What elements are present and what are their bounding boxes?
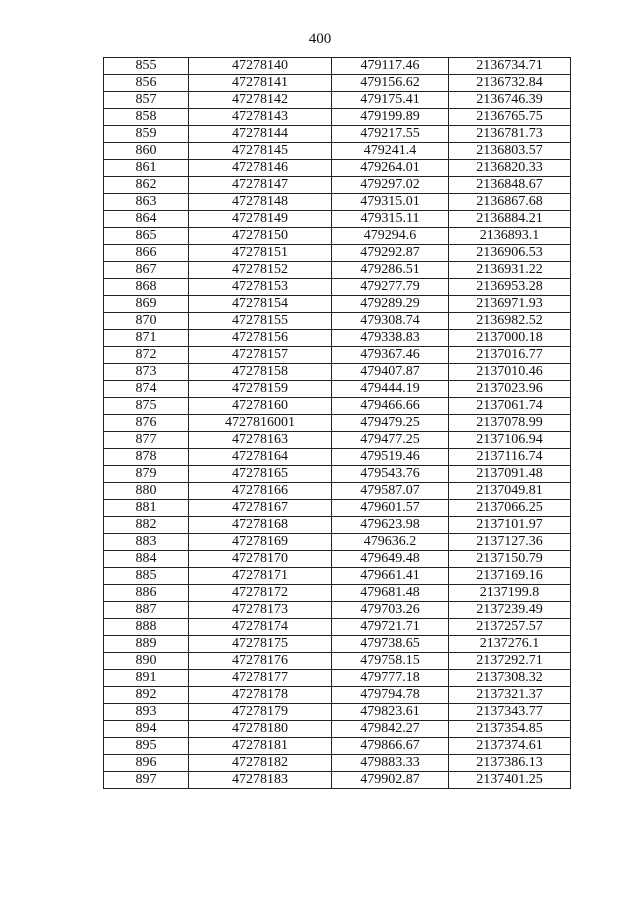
x-coordinate-cell: 479623.98 — [332, 517, 449, 534]
point-id-cell: 47278180 — [189, 721, 332, 738]
point-id-cell: 47278153 — [189, 279, 332, 296]
row-number-cell: 885 — [104, 568, 189, 585]
y-coordinate-cell: 2137374.61 — [449, 738, 571, 755]
y-coordinate-cell: 2137078.99 — [449, 415, 571, 432]
point-id-cell: 47278168 — [189, 517, 332, 534]
row-number-cell: 890 — [104, 653, 189, 670]
x-coordinate-cell: 479587.07 — [332, 483, 449, 500]
y-coordinate-cell: 2137091.48 — [449, 466, 571, 483]
x-coordinate-cell: 479601.57 — [332, 500, 449, 517]
table-row — [104, 585, 571, 602]
table-row — [104, 228, 571, 245]
table-row — [104, 92, 571, 109]
y-coordinate-cell: 2136953.28 — [449, 279, 571, 296]
point-id-cell: 47278175 — [189, 636, 332, 653]
row-number-cell: 855 — [104, 58, 189, 75]
point-id-cell: 47278183 — [189, 772, 332, 789]
row-number-cell: 864 — [104, 211, 189, 228]
table-row — [104, 500, 571, 517]
y-coordinate-cell: 2137199.8 — [449, 585, 571, 602]
row-number-cell: 879 — [104, 466, 189, 483]
point-id-cell: 47278146 — [189, 160, 332, 177]
point-id-cell: 47278173 — [189, 602, 332, 619]
x-coordinate-cell: 479117.46 — [332, 58, 449, 75]
x-coordinate-cell: 479866.67 — [332, 738, 449, 755]
x-coordinate-cell: 479661.41 — [332, 568, 449, 585]
point-id-cell: 47278169 — [189, 534, 332, 551]
table-row — [104, 738, 571, 755]
point-id-cell: 47278140 — [189, 58, 332, 75]
y-coordinate-cell: 2136781.73 — [449, 126, 571, 143]
y-coordinate-cell: 2137276.1 — [449, 636, 571, 653]
point-id-cell: 47278178 — [189, 687, 332, 704]
y-coordinate-cell: 2136848.67 — [449, 177, 571, 194]
point-id-cell: 47278145 — [189, 143, 332, 160]
table-row — [104, 313, 571, 330]
row-number-cell: 860 — [104, 143, 189, 160]
table-row — [104, 466, 571, 483]
table-row — [104, 347, 571, 364]
y-coordinate-cell: 2137101.97 — [449, 517, 571, 534]
table-row — [104, 551, 571, 568]
row-number-cell: 869 — [104, 296, 189, 313]
table-row — [104, 381, 571, 398]
row-number-cell: 863 — [104, 194, 189, 211]
table-row — [104, 177, 571, 194]
table-row — [104, 160, 571, 177]
y-coordinate-cell: 2136820.33 — [449, 160, 571, 177]
y-coordinate-cell: 2136803.57 — [449, 143, 571, 160]
x-coordinate-cell: 479199.89 — [332, 109, 449, 126]
point-id-cell: 47278151 — [189, 245, 332, 262]
point-id-cell: 47278143 — [189, 109, 332, 126]
table-row — [104, 398, 571, 415]
x-coordinate-cell: 479794.78 — [332, 687, 449, 704]
point-id-cell: 47278158 — [189, 364, 332, 381]
point-id-cell: 47278156 — [189, 330, 332, 347]
y-coordinate-cell: 2137023.96 — [449, 381, 571, 398]
y-coordinate-cell: 2137000.18 — [449, 330, 571, 347]
x-coordinate-cell: 479156.62 — [332, 75, 449, 92]
point-id-cell: 47278149 — [189, 211, 332, 228]
x-coordinate-cell: 479175.41 — [332, 92, 449, 109]
x-coordinate-cell: 479264.01 — [332, 160, 449, 177]
table-row — [104, 194, 571, 211]
x-coordinate-cell: 479823.61 — [332, 704, 449, 721]
x-coordinate-cell: 479315.01 — [332, 194, 449, 211]
x-coordinate-cell: 479738.65 — [332, 636, 449, 653]
table-row — [104, 619, 571, 636]
x-coordinate-cell: 479902.87 — [332, 772, 449, 789]
y-coordinate-cell: 2136906.53 — [449, 245, 571, 262]
x-coordinate-cell: 479315.11 — [332, 211, 449, 228]
row-number-cell: 882 — [104, 517, 189, 534]
x-coordinate-cell: 479703.26 — [332, 602, 449, 619]
y-coordinate-cell: 2137150.79 — [449, 551, 571, 568]
y-coordinate-cell: 2136982.52 — [449, 313, 571, 330]
x-coordinate-cell: 479217.55 — [332, 126, 449, 143]
x-coordinate-cell: 479466.66 — [332, 398, 449, 415]
point-id-cell: 47278144 — [189, 126, 332, 143]
x-coordinate-cell: 479842.27 — [332, 721, 449, 738]
point-id-cell: 47278160 — [189, 398, 332, 415]
point-id-cell: 47278165 — [189, 466, 332, 483]
row-number-cell: 883 — [104, 534, 189, 551]
table-row — [104, 211, 571, 228]
y-coordinate-cell: 2137106.94 — [449, 432, 571, 449]
point-id-cell: 47278177 — [189, 670, 332, 687]
point-id-cell: 47278154 — [189, 296, 332, 313]
y-coordinate-cell: 2136931.22 — [449, 262, 571, 279]
point-id-cell: 47278179 — [189, 704, 332, 721]
table-row — [104, 755, 571, 772]
x-coordinate-cell: 479286.51 — [332, 262, 449, 279]
y-coordinate-cell: 2137239.49 — [449, 602, 571, 619]
x-coordinate-cell: 479338.83 — [332, 330, 449, 347]
row-number-cell: 871 — [104, 330, 189, 347]
table-row — [104, 721, 571, 738]
x-coordinate-cell: 479883.33 — [332, 755, 449, 772]
row-number-cell: 878 — [104, 449, 189, 466]
row-number-cell: 881 — [104, 500, 189, 517]
row-number-cell: 867 — [104, 262, 189, 279]
table-row — [104, 636, 571, 653]
point-id-cell: 47278171 — [189, 568, 332, 585]
point-id-cell: 47278159 — [189, 381, 332, 398]
point-id-cell: 47278148 — [189, 194, 332, 211]
y-coordinate-cell: 2137049.81 — [449, 483, 571, 500]
table-row — [104, 330, 571, 347]
x-coordinate-cell: 479636.2 — [332, 534, 449, 551]
y-coordinate-cell: 2137127.36 — [449, 534, 571, 551]
y-coordinate-cell: 2137066.25 — [449, 500, 571, 517]
y-coordinate-cell: 2137401.25 — [449, 772, 571, 789]
row-number-cell: 880 — [104, 483, 189, 500]
table-row — [104, 279, 571, 296]
y-coordinate-cell: 2137308.32 — [449, 670, 571, 687]
table-row — [104, 517, 571, 534]
point-id-cell: 47278141 — [189, 75, 332, 92]
y-coordinate-cell: 2137354.85 — [449, 721, 571, 738]
table-row — [104, 534, 571, 551]
row-number-cell: 896 — [104, 755, 189, 772]
row-number-cell: 884 — [104, 551, 189, 568]
x-coordinate-cell: 479777.18 — [332, 670, 449, 687]
table-row — [104, 415, 571, 432]
row-number-cell: 859 — [104, 126, 189, 143]
y-coordinate-cell: 2137116.74 — [449, 449, 571, 466]
x-coordinate-cell: 479407.87 — [332, 364, 449, 381]
y-coordinate-cell: 2137292.71 — [449, 653, 571, 670]
table-row — [104, 687, 571, 704]
table-row — [104, 126, 571, 143]
point-id-cell: 47278142 — [189, 92, 332, 109]
row-number-cell: 892 — [104, 687, 189, 704]
point-id-cell: 47278152 — [189, 262, 332, 279]
x-coordinate-cell: 479519.46 — [332, 449, 449, 466]
y-coordinate-cell: 2136971.93 — [449, 296, 571, 313]
point-id-cell: 47278166 — [189, 483, 332, 500]
row-number-cell: 877 — [104, 432, 189, 449]
y-coordinate-cell: 2137321.37 — [449, 687, 571, 704]
table-row — [104, 602, 571, 619]
x-coordinate-cell: 479444.19 — [332, 381, 449, 398]
table-row — [104, 432, 571, 449]
table-row — [104, 75, 571, 92]
table-row — [104, 483, 571, 500]
row-number-cell: 891 — [104, 670, 189, 687]
x-coordinate-cell: 479241.4 — [332, 143, 449, 160]
point-id-cell: 47278174 — [189, 619, 332, 636]
x-coordinate-cell: 479367.46 — [332, 347, 449, 364]
table-body — [104, 58, 571, 789]
y-coordinate-cell: 2137061.74 — [449, 398, 571, 415]
point-id-cell: 47278170 — [189, 551, 332, 568]
y-coordinate-cell: 2136867.68 — [449, 194, 571, 211]
row-number-cell: 886 — [104, 585, 189, 602]
row-number-cell: 893 — [104, 704, 189, 721]
row-number-cell: 895 — [104, 738, 189, 755]
row-number-cell: 870 — [104, 313, 189, 330]
row-number-cell: 873 — [104, 364, 189, 381]
row-number-cell: 872 — [104, 347, 189, 364]
x-coordinate-cell: 479479.25 — [332, 415, 449, 432]
x-coordinate-cell: 479721.71 — [332, 619, 449, 636]
table-row — [104, 109, 571, 126]
table-row — [104, 364, 571, 381]
row-number-cell: 875 — [104, 398, 189, 415]
x-coordinate-cell: 479543.76 — [332, 466, 449, 483]
point-id-cell: 47278147 — [189, 177, 332, 194]
point-id-cell: 47278176 — [189, 653, 332, 670]
x-coordinate-cell: 479289.29 — [332, 296, 449, 313]
table-row — [104, 772, 571, 789]
table-row — [104, 262, 571, 279]
table-row — [104, 143, 571, 160]
y-coordinate-cell: 2136884.21 — [449, 211, 571, 228]
table-row — [104, 296, 571, 313]
row-number-cell: 889 — [104, 636, 189, 653]
y-coordinate-cell: 2137343.77 — [449, 704, 571, 721]
point-id-cell: 47278150 — [189, 228, 332, 245]
row-number-cell: 856 — [104, 75, 189, 92]
point-id-cell: 47278172 — [189, 585, 332, 602]
point-id-cell: 47278182 — [189, 755, 332, 772]
coordinates-table — [103, 57, 571, 789]
row-number-cell: 865 — [104, 228, 189, 245]
table-row — [104, 704, 571, 721]
table-row — [104, 449, 571, 466]
y-coordinate-cell: 2136734.71 — [449, 58, 571, 75]
x-coordinate-cell: 479308.74 — [332, 313, 449, 330]
row-number-cell: 866 — [104, 245, 189, 262]
row-number-cell: 857 — [104, 92, 189, 109]
y-coordinate-cell: 2137010.46 — [449, 364, 571, 381]
point-id-cell: 47278155 — [189, 313, 332, 330]
y-coordinate-cell: 2137169.16 — [449, 568, 571, 585]
table-row — [104, 58, 571, 75]
y-coordinate-cell: 2136746.39 — [449, 92, 571, 109]
x-coordinate-cell: 479477.25 — [332, 432, 449, 449]
x-coordinate-cell: 479681.48 — [332, 585, 449, 602]
row-number-cell: 874 — [104, 381, 189, 398]
table-row — [104, 245, 571, 262]
point-id-cell: 47278167 — [189, 500, 332, 517]
row-number-cell: 861 — [104, 160, 189, 177]
row-number-cell: 894 — [104, 721, 189, 738]
y-coordinate-cell: 2137386.13 — [449, 755, 571, 772]
row-number-cell: 897 — [104, 772, 189, 789]
x-coordinate-cell: 479294.6 — [332, 228, 449, 245]
row-number-cell: 862 — [104, 177, 189, 194]
page-number: 400 — [308, 31, 332, 47]
point-id-cell: 47278157 — [189, 347, 332, 364]
point-id-cell: 47278163 — [189, 432, 332, 449]
y-coordinate-cell: 2136765.75 — [449, 109, 571, 126]
table-row — [104, 653, 571, 670]
x-coordinate-cell: 479649.48 — [332, 551, 449, 568]
y-coordinate-cell: 2136893.1 — [449, 228, 571, 245]
y-coordinate-cell: 2137257.57 — [449, 619, 571, 636]
x-coordinate-cell: 479758.15 — [332, 653, 449, 670]
row-number-cell: 887 — [104, 602, 189, 619]
x-coordinate-cell: 479277.79 — [332, 279, 449, 296]
x-coordinate-cell: 479292.87 — [332, 245, 449, 262]
y-coordinate-cell: 2137016.77 — [449, 347, 571, 364]
point-id-cell: 47278181 — [189, 738, 332, 755]
row-number-cell: 876 — [104, 415, 189, 432]
table-row — [104, 568, 571, 585]
row-number-cell: 888 — [104, 619, 189, 636]
table-row — [104, 670, 571, 687]
point-id-cell: 47278164 — [189, 449, 332, 466]
point-id-cell: 4727816001 — [189, 415, 332, 432]
row-number-cell: 858 — [104, 109, 189, 126]
row-number-cell: 868 — [104, 279, 189, 296]
x-coordinate-cell: 479297.02 — [332, 177, 449, 194]
y-coordinate-cell: 2136732.84 — [449, 75, 571, 92]
